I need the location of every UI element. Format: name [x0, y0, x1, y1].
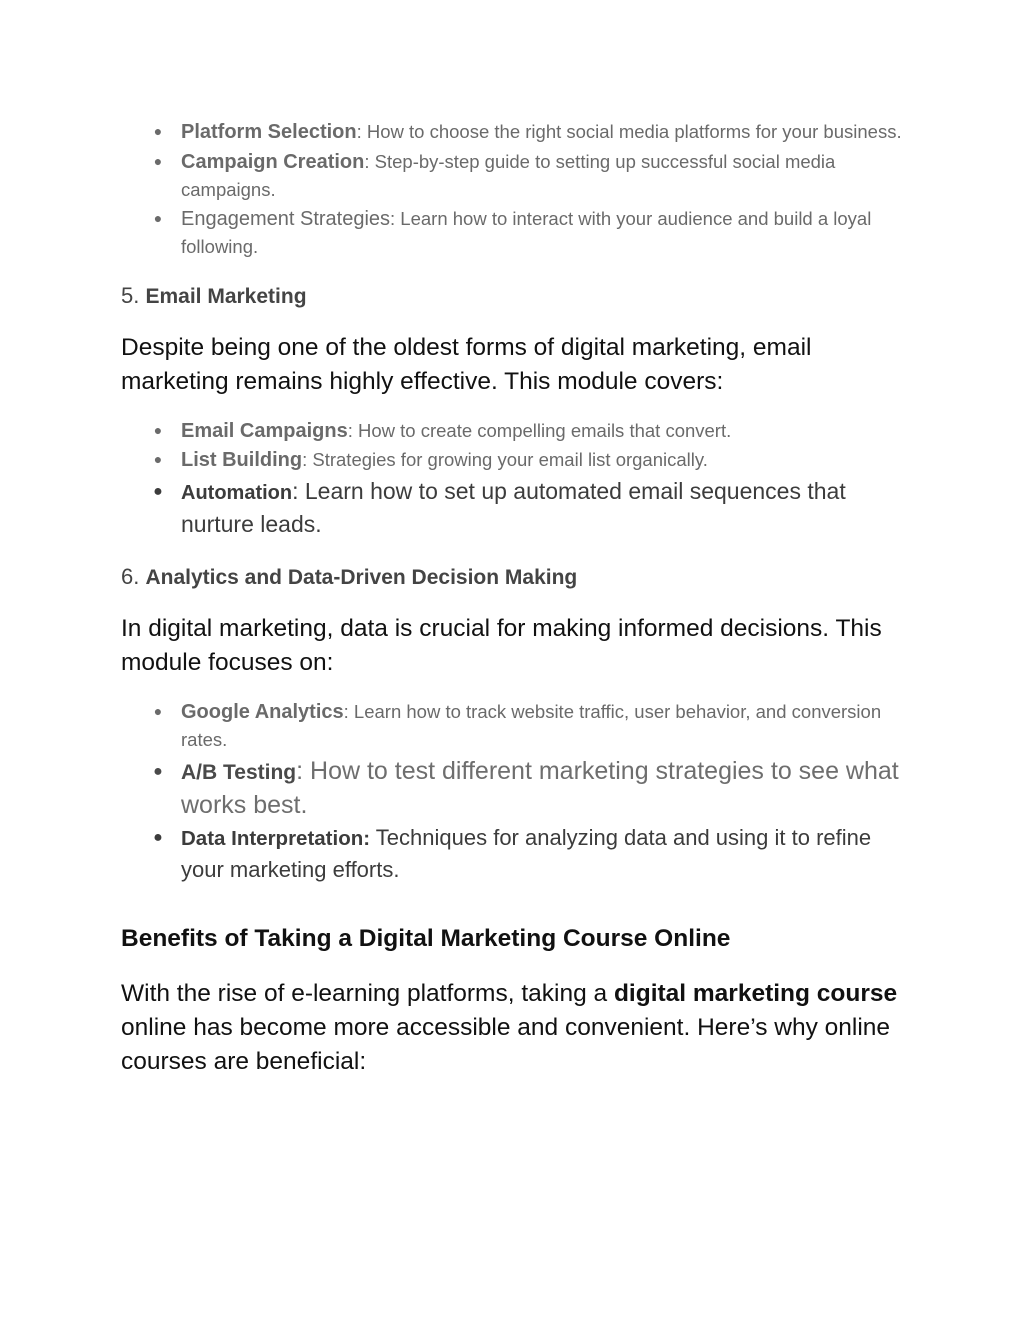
list-item-desc: : Learn how to track website traffic, user behavior, and conversion rates. [181, 700, 882, 750]
bullet-icon: ● [153, 123, 163, 139]
section-title: Analytics and Data-Driven Decision Making [145, 565, 578, 589]
benefits-text-bold: digital marketing course [613, 979, 898, 1007]
list-item-desc: : Learn how to interact with your audience and build a loyal following. [181, 207, 872, 257]
bullet-icon: ● [153, 152, 163, 169]
section-number: 5. [121, 282, 146, 308]
page-content [121, 118, 911, 1079]
list-item-desc: : Strategies for growing your email list organically. [302, 449, 708, 470]
list-item [153, 205, 911, 261]
bullet-icon: ● [153, 451, 163, 467]
list-item [153, 446, 911, 475]
bullet-icon: ● [153, 209, 163, 226]
list-item [153, 476, 911, 540]
bullet-icon: ● [153, 702, 163, 719]
bullet-icon: ● [153, 482, 163, 500]
list-item-desc: : Learn how to set up automated email sequences that nurture leads. [181, 477, 846, 537]
benefits-heading: Benefits of Taking a Digital Marketing Course Online [121, 924, 731, 952]
list-item [153, 822, 911, 885]
list-item [153, 698, 911, 754]
section-heading-email [121, 281, 911, 312]
list-item-desc: : How to test different marketing strategies to see what works best. [181, 756, 899, 819]
list-item-term: A/B Testing [181, 760, 297, 784]
list-item-term: Automation [181, 481, 293, 504]
list-item-desc: : Step-by-step guide to setting up successful social media campaigns. [181, 150, 836, 200]
list-item-term: Data Interpretation: [181, 826, 371, 850]
list-item [153, 755, 911, 822]
section-intro: Despite being one of the oldest forms of digital marketing, email marketing remains highly effective. This module covers: [121, 333, 812, 395]
list-item [153, 118, 911, 147]
list-item-term: List Building [181, 449, 303, 471]
list-item-desc: : How to create compelling emails that convert. [347, 419, 732, 441]
benefits-paragraph [121, 977, 911, 1079]
list-item-term: Campaign Creation [181, 150, 365, 173]
analytics-list [121, 698, 911, 885]
bullet-icon: ● [153, 762, 163, 780]
section-heading-analytics [121, 562, 911, 593]
bullet-icon: ● [153, 421, 163, 438]
list-item-term: Platform Selection [181, 121, 357, 143]
list-item-desc: : How to choose the right social media platforms for your business. [356, 121, 902, 142]
bullet-icon: ● [153, 828, 163, 846]
list-item-desc: Techniques for analyzing data and using it to refine your marketing efforts. [181, 824, 872, 882]
benefits-text-start: With the rise of e-learning platforms, taking a [121, 979, 614, 1007]
email-marketing-list [121, 417, 911, 540]
list-item-term: Engagement Strategies [181, 207, 391, 230]
section-title: Email Marketing [145, 284, 307, 308]
benefits-text-end: online has become more accessible and convenient. Here’s why online courses are beneficial: [121, 1013, 891, 1075]
social-media-list [121, 118, 911, 261]
list-item [153, 417, 911, 446]
list-item [153, 148, 911, 204]
section-intro: In digital marketing, data is crucial for making informed decisions. This module focuses on: [121, 614, 882, 676]
list-item-term: Email Campaigns [181, 419, 348, 442]
list-item-term: Google Analytics [181, 700, 344, 723]
section-number: 6. [121, 563, 146, 589]
